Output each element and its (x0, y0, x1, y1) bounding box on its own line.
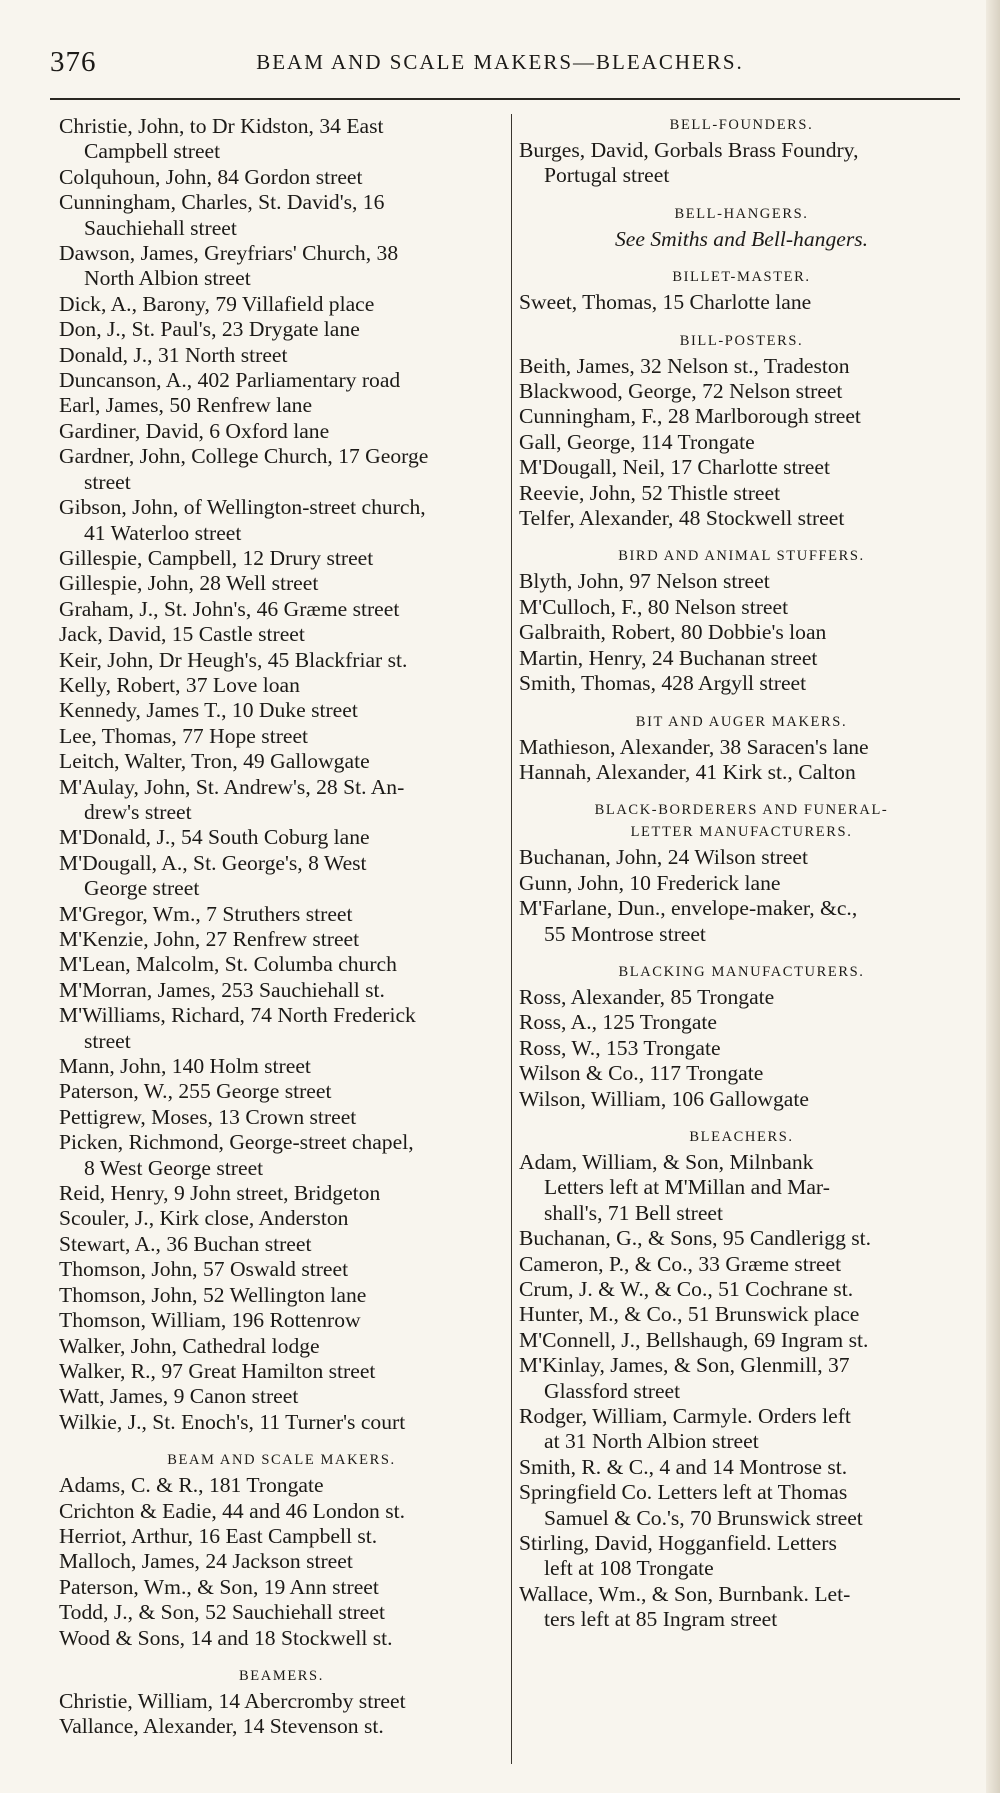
section-heading (519, 545, 964, 567)
directory-entry (59, 1499, 504, 1524)
directory-entry (59, 165, 504, 190)
directory-entry (59, 1600, 504, 1625)
entry-line: Duncanson, A., 402 Parliamentary road (59, 368, 401, 393)
entry-line: Gunn, John, 10 Frederick lane (519, 870, 781, 895)
directory-entry (519, 1150, 964, 1226)
entry-line: North Albion street (84, 266, 251, 291)
section-heading (519, 203, 964, 225)
entry-line: George street (84, 876, 200, 901)
entry-line: Sweet, Thomas, 15 Charlotte lane (519, 290, 812, 315)
right-column (519, 114, 964, 1633)
directory-entry (519, 481, 964, 506)
entry-line: Lee, Thomas, 77 Hope street (59, 723, 309, 748)
entry-line: Paterson, W., 255 George street (59, 1079, 332, 1104)
directory-entry (59, 1359, 504, 1384)
directory-entry (519, 1061, 964, 1086)
section-heading (519, 799, 964, 843)
entry-line: Beith, James, 32 Nelson st., Tradeston (519, 353, 850, 378)
entry-line: Galbraith, Robert, 80 Dobbie's loan (519, 620, 827, 645)
entry-line: Stirling, David, Hogganfield. Letters (519, 1531, 837, 1556)
directory-entry (519, 1404, 964, 1455)
header-rule (50, 98, 960, 100)
entry-line: Springfield Co. Letters left at Thomas (519, 1480, 848, 1505)
entry-line: Dick, A., Barony, 79 Villafield place (59, 291, 375, 316)
entry-line: Wood & Sons, 14 and 18 Stockwell st. (59, 1625, 393, 1650)
directory-entry (59, 317, 504, 342)
entry-line: Glassford street (544, 1378, 681, 1403)
entry-line: Gillespie, John, 28 Well street (59, 571, 319, 596)
directory-entry (59, 952, 504, 977)
directory-entry (59, 495, 504, 546)
directory-entry (59, 1334, 504, 1359)
entry-line: Leitch, Walter, Tron, 49 Gallowgate (59, 749, 370, 774)
entry-line: Campbell street (84, 139, 221, 164)
directory-entry (519, 620, 964, 645)
directory-entry (519, 354, 964, 379)
entry-line: Sauchiehall street (84, 215, 237, 240)
directory-entry (59, 343, 504, 368)
entry-line: Ross, A., 125 Trongate (519, 1010, 717, 1035)
directory-entry (59, 902, 504, 927)
directory-entry (519, 1328, 964, 1353)
entry-line: Thomson, John, 57 Oswald street (59, 1257, 349, 1282)
directory-entry (519, 671, 964, 696)
entry-line: Stewart, A., 36 Buchan street (59, 1231, 312, 1256)
entry-line: Cunningham, Charles, St. David's, 16 (59, 190, 385, 215)
entry-line: Gibson, John, of Wellington-street church, (59, 495, 426, 520)
section-heading (519, 961, 964, 983)
entry-line: Buchanan, John, 24 Wilson street (519, 845, 809, 870)
directory-entry (519, 1226, 964, 1251)
directory-entry (519, 1302, 964, 1327)
section-heading-text: BELL-HANGERS. (674, 205, 809, 222)
entry-line: Gall, George, 114 Trongate (519, 429, 755, 454)
entry-line: Christie, John, to Dr Kidston, 34 East (59, 114, 384, 138)
directory-entry (519, 1480, 964, 1531)
directory-entry (519, 569, 964, 594)
directory-entry (59, 698, 504, 723)
entry-line: Blackwood, George, 72 Nelson street (519, 379, 843, 404)
section-heading-text: BLACK-BORDERERS AND FUNERAL- (594, 802, 889, 819)
directory-entry (59, 851, 504, 902)
directory-entry (59, 978, 504, 1003)
directory-entry (59, 1384, 504, 1409)
column-divider (511, 114, 512, 1764)
directory-entry (59, 1410, 504, 1435)
section-heading-text: BEAM AND SCALE MAKERS. (167, 1452, 396, 1469)
entry-line: Herriot, Arthur, 16 East Campbell st. (59, 1523, 378, 1548)
entry-line: ters left at 85 Ingram street (544, 1607, 778, 1632)
entry-line: Picken, Richmond, George-street chapel, (59, 1130, 414, 1155)
entry-line: Paterson, Wm., & Son, 19 Ann street (59, 1574, 379, 1599)
entry-line: Cunningham, F., 28 Marlborough street (519, 404, 861, 429)
entry-line: Crichton & Eadie, 44 and 46 London st. (59, 1498, 406, 1523)
entry-line: shall's, 71 Bell street (544, 1200, 724, 1225)
entry-line: Buchanan, G., & Sons, 95 Candlerigg st. (519, 1226, 872, 1251)
entry-line: Letters left at M'Millan and Mar- (544, 1175, 830, 1200)
directory-entry (519, 845, 964, 870)
entry-line: M'Dougall, A., St. George's, 8 West (59, 850, 367, 875)
directory-entry (59, 1079, 504, 1104)
directory-entry (59, 597, 504, 622)
section-heading-text: BLACKING MANUFACTURERS. (618, 963, 865, 980)
entry-line: Scouler, J., Kirk close, Anderston (59, 1206, 349, 1231)
entry-line: Gardner, John, College Church, 17 George (59, 444, 429, 469)
directory-entry (519, 138, 964, 189)
section-heading-text: BILLET-MASTER. (672, 269, 811, 286)
directory-entry (59, 1524, 504, 1549)
directory-entry (59, 1575, 504, 1600)
entry-line: drew's street (84, 799, 192, 824)
directory-entry (519, 1087, 964, 1112)
directory-entry (59, 1473, 504, 1498)
directory-entry (59, 775, 504, 826)
directory-entry (59, 571, 504, 596)
section-heading (519, 330, 964, 352)
entry-line: Kelly, Robert, 37 Love loan (59, 672, 300, 697)
entry-line: Graham, J., St. John's, 46 Græme street (59, 596, 400, 621)
directory-entry (59, 1130, 504, 1181)
entry-line: M'Donald, J., 54 South Coburg lane (59, 825, 370, 850)
directory-entry (59, 1232, 504, 1257)
entry-line: Ross, Alexander, 85 Trongate (519, 984, 775, 1009)
directory-entry (59, 1257, 504, 1282)
directory-entry (59, 724, 504, 749)
entry-line: 41 Waterloo street (84, 520, 242, 545)
entry-line: Malloch, James, 24 Jackson street (59, 1549, 353, 1574)
directory-entry (519, 985, 964, 1010)
directory-entry (59, 1054, 504, 1079)
entry-line: Dawson, James, Greyfriars' Church, 38 (59, 241, 399, 266)
entry-line: Thomson, John, 52 Wellington lane (59, 1282, 367, 1307)
directory-entry (519, 735, 964, 760)
section-heading (59, 1449, 504, 1471)
entry-line: M'Morran, James, 253 Sauchiehall st. (59, 977, 385, 1002)
directory-entry (59, 419, 504, 444)
directory-entry (59, 1714, 504, 1739)
entry-line: M'Kinlay, James, & Son, Glenmill, 37 (519, 1353, 850, 1378)
directory-entry (59, 444, 504, 495)
entry-line: M'Farlane, Dun., envelope-maker, &c., (519, 896, 858, 921)
directory-entry (519, 1455, 964, 1480)
entry-line: Donald, J., 31 North street (59, 342, 288, 367)
entry-line: M'Gregor, Wm., 7 Struthers street (59, 901, 353, 926)
entry-line: Earl, James, 50 Renfrew lane (59, 393, 313, 418)
directory-entry (59, 546, 504, 571)
entry-line: at 31 North Albion street (544, 1429, 759, 1454)
entry-line: Reid, Henry, 9 John street, Bridgeton (59, 1181, 381, 1206)
entry-line: Kennedy, James T., 10 Duke street (59, 698, 358, 723)
entry-line: Vallance, Alexander, 14 Stevenson st. (59, 1714, 384, 1739)
directory-entry (519, 506, 964, 531)
entry-line: M'Kenzie, John, 27 Renfrew street (59, 927, 360, 951)
entry-line: Martin, Henry, 24 Buchanan street (519, 645, 818, 670)
page-header (50, 40, 950, 84)
section-heading (519, 266, 964, 288)
entry-line: Blyth, John, 97 Nelson street (519, 569, 770, 594)
entry-line: M'Dougall, Neil, 17 Charlotte street (519, 455, 830, 480)
section-heading (519, 1126, 964, 1148)
entry-line: Cameron, P., & Co., 33 Græme street (519, 1251, 842, 1276)
directory-entry (59, 393, 504, 418)
section-heading-text: BIT AND AUGER MAKERS. (635, 713, 848, 730)
entry-line: Telfer, Alexander, 48 Stockwell street (519, 506, 845, 531)
entry-line: Smith, Thomas, 428 Argyll street (519, 671, 807, 696)
entry-line: Keir, John, Dr Heugh's, 45 Blackfriar st. (59, 647, 408, 672)
directory-entry (59, 114, 504, 165)
directory-entry (519, 455, 964, 480)
entry-line: Wilson & Co., 117 Trongate (519, 1061, 764, 1086)
section-heading-text: BLEACHERS. (689, 1128, 794, 1145)
directory-entry (519, 290, 964, 315)
section-heading-text: BELL-FOUNDERS. (669, 117, 814, 133)
section-heading-text: BEAMERS. (239, 1667, 324, 1684)
directory-entry (519, 896, 964, 947)
section-heading-text: BIRD AND ANIMAL STUFFERS. (618, 548, 865, 565)
entry-line: left at 108 Trongate (544, 1556, 714, 1581)
directory-entry (519, 760, 964, 785)
directory-entry (59, 368, 504, 393)
directory-entry (59, 1003, 504, 1054)
directory-entry (59, 825, 504, 850)
entry-line: Wilkie, J., St. Enoch's, 11 Turner's court (59, 1409, 406, 1434)
directory-entry (519, 430, 964, 455)
directory-entry (519, 379, 964, 404)
entry-line: M'Connell, J., Bellshaugh, 69 Ingram st. (519, 1327, 869, 1352)
directory-entry (59, 648, 504, 673)
cross-reference: See Smiths and Bell-hangers. (614, 226, 869, 251)
page-number: 376 (50, 46, 97, 78)
directory-entry (59, 927, 504, 952)
entry-line: Walker, R., 97 Great Hamilton street (59, 1358, 376, 1383)
directory-entry (59, 1181, 504, 1206)
directory-entry (519, 646, 964, 671)
left-column (59, 114, 504, 1740)
section-heading-text: LETTER MANUFACTURERS. (630, 824, 853, 841)
entry-line: Mann, John, 140 Holm street (59, 1054, 311, 1079)
entry-line: Samuel & Co.'s, 70 Brunswick street (544, 1505, 863, 1530)
directory-entry (59, 622, 504, 647)
entry-line: Adams, C. & R., 181 Trongate (59, 1473, 324, 1498)
section-heading (519, 711, 964, 733)
entry-line: Jack, David, 15 Castle street (59, 622, 305, 647)
entry-line: Rodger, William, Carmyle. Orders left (519, 1404, 851, 1429)
entry-line: Gillespie, Campbell, 12 Drury street (59, 545, 374, 570)
entry-line: Adam, William, & Son, Milnbank (519, 1149, 814, 1174)
directory-entry (59, 1549, 504, 1574)
entry-line: Wallace, Wm., & Son, Burnbank. Let- (519, 1581, 851, 1606)
entry-line: 8 West George street (84, 1155, 264, 1180)
directory-entry (519, 1252, 964, 1277)
directory-entry (59, 673, 504, 698)
directory-entry (59, 292, 504, 317)
section-heading-text: BILL-POSTERS. (679, 332, 804, 349)
entry-line: M'Culloch, F., 80 Nelson street (519, 594, 789, 619)
entry-line: Colquhoun, John, 84 Gordon street (59, 164, 363, 189)
entry-line: Smith, R. & C., 4 and 14 Montrose st. (519, 1454, 848, 1479)
section-heading (59, 1665, 504, 1687)
directory-entry (519, 871, 964, 896)
entry-line: Don, J., St. Paul's, 23 Drygate lane (59, 317, 360, 342)
entry-line: Portugal street (544, 163, 670, 188)
entry-line: M'Lean, Malcolm, St. Columba church (59, 952, 397, 977)
directory-entry (59, 1206, 504, 1231)
entry-line: Walker, John, Cathedral lodge (59, 1333, 320, 1358)
entry-line: Pettigrew, Moses, 13 Crown street (59, 1104, 357, 1129)
entry-line: Christie, William, 14 Abercromby street (59, 1688, 406, 1713)
entry-line: Watt, James, 9 Canon street (59, 1384, 299, 1409)
entry-line: M'Aulay, John, St. Andrew's, 28 St. An- (59, 774, 405, 799)
entry-line: Hannah, Alexander, 41 Kirk st., Calton (519, 759, 856, 784)
entry-line: Todd, J., & Son, 52 Sauchiehall street (59, 1600, 385, 1625)
entry-line: Hunter, M., & Co., 51 Brunswick place (519, 1302, 860, 1327)
directory-entry (59, 749, 504, 774)
directory-entry (519, 404, 964, 429)
entry-line: street (84, 469, 131, 494)
entry-line: 55 Montrose street (544, 921, 706, 946)
directory-entry (59, 1308, 504, 1333)
directory-entry (59, 1626, 504, 1651)
entry-line: Thomson, William, 196 Rottenrow (59, 1308, 361, 1333)
entry-line: Burges, David, Gorbals Brass Foundry, (519, 138, 859, 162)
entry-line: Wilson, William, 106 Gallowgate (519, 1086, 809, 1111)
directory-entry (519, 1010, 964, 1035)
directory-entry (519, 1531, 964, 1582)
directory-entry (59, 241, 504, 292)
section-heading (519, 114, 964, 136)
directory-entry (519, 1277, 964, 1302)
directory-entry (519, 1036, 964, 1061)
directory-entry (519, 595, 964, 620)
directory-entry (519, 1582, 964, 1633)
directory-entry (59, 1105, 504, 1130)
running-head: BEAM AND SCALE MAKERS—BLEACHERS. (256, 50, 744, 74)
directory-entry (59, 1689, 504, 1714)
page-gutter (986, 0, 1000, 1793)
entry-line: M'Williams, Richard, 74 North Frederick (59, 1003, 416, 1028)
entry-line: Ross, W., 153 Trongate (519, 1035, 721, 1060)
entry-line: street (84, 1028, 131, 1053)
directory-entry (519, 1353, 964, 1404)
entry-line: Crum, J. & W., & Co., 51 Cochrane st. (519, 1277, 854, 1301)
directory-entry (59, 190, 504, 241)
entry-line: Reevie, John, 52 Thistle street (519, 480, 781, 505)
entry-line: Mathieson, Alexander, 38 Saracen's lane (519, 734, 869, 759)
directory-entry (59, 1283, 504, 1308)
entry-line: Gardiner, David, 6 Oxford lane (59, 418, 330, 443)
